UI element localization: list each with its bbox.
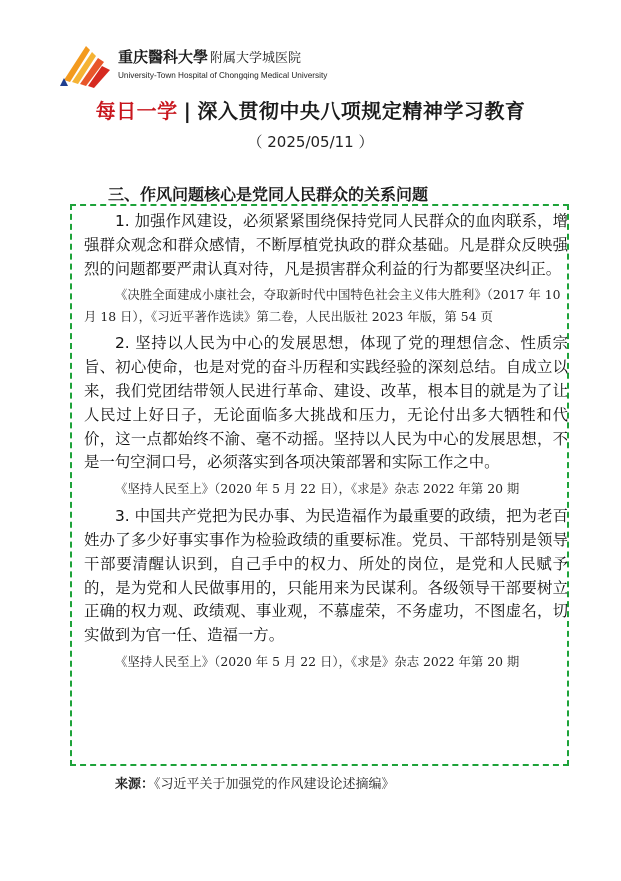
title-topic: 深入贯彻中央八项规定精神学习教育: [197, 99, 526, 123]
item-text-1: 1. 加强作风建设，必须紧紧围绕保持党同人民群众的血肉联系，增强群众观念和群众感情，不断厚植党执政的群众基础。凡是群众反映强烈的问题都要严肃认真对待，凡是损害群众利益的行为都要坚决纠正。: [84, 212, 568, 278]
item-citation-2: 《坚持人民至上》（2020 年 5 月 22 日），《求是》杂志 2022 年第 20 期: [115, 481, 520, 497]
hospital-name-cn: [118, 46, 301, 67]
title-separator: |: [183, 99, 192, 123]
title-column: 每日一学: [95, 99, 178, 123]
hospital-header: [60, 40, 360, 90]
source-text: 《习近平关于加强党的作风建设论述摘编》: [154, 777, 395, 792]
hospital-name-en: University-Town Hospital of Chongqing Medical University: [118, 71, 328, 80]
source-label: 来源：: [115, 777, 155, 792]
page-title: [0, 95, 621, 124]
hospital-university-name: 重庆醫科大學: [118, 48, 209, 66]
hospital-logo-icon: [60, 40, 112, 90]
item-text-2: 2. 坚持以人民为中心的发展思想，体现了党的理想信念、性质宗旨、初心使命，也是对党的奋斗历程和实践经验的深刻总结。自成立以来，我们党团结带领人民进行革命、建设、改革，根本目的就是为了让人民过上好日子，无论面临多大挑战和压力，无论付出多大牺牲和代价，这一点都始终不渝、毫不动摇。坚持以人民为中心的发展思想，不是一句空洞口号，必须落实到各项决策部署和实际工作之中。: [84, 334, 568, 472]
section-heading: 三、作风问题核心是党同人民群众的关系问题: [108, 185, 429, 204]
item-citation-3: 《坚持人民至上》（2020 年 5 月 22 日），《求是》杂志 2022 年第 20 期: [115, 653, 520, 669]
hospital-dept-name: 附属大学城医院: [210, 51, 302, 66]
item-citation-1: 《决胜全面建成小康社会，夺取新时代中国特色社会主义伟大胜利》（2017 年 10 月 18 日），《习近平著作选读》第二卷，人民出版社 2023 年版，第 54 页: [84, 287, 561, 325]
source-line: [115, 773, 395, 792]
publish-date: （ 2025/05/11 ）: [247, 133, 374, 151]
item-text-3: 3. 中国共产党把为民办事、为民造福作为最重要的政绩，把为老百姓办了多少好事实事作为检验政绩的重要标准。党员、干部特别是领导干部要清醒认识到，自己手中的权力、所处的岗位，是党和人民赋予的，是为党和人民做事用的，只能用来为民谋利。各级领导干部要树立正确的权力观、政绩观、事业观，不慕虚荣，不务虚功，不图虚名，切实做到为官一任、造福一方。: [84, 507, 568, 645]
content-body: [84, 210, 568, 673]
